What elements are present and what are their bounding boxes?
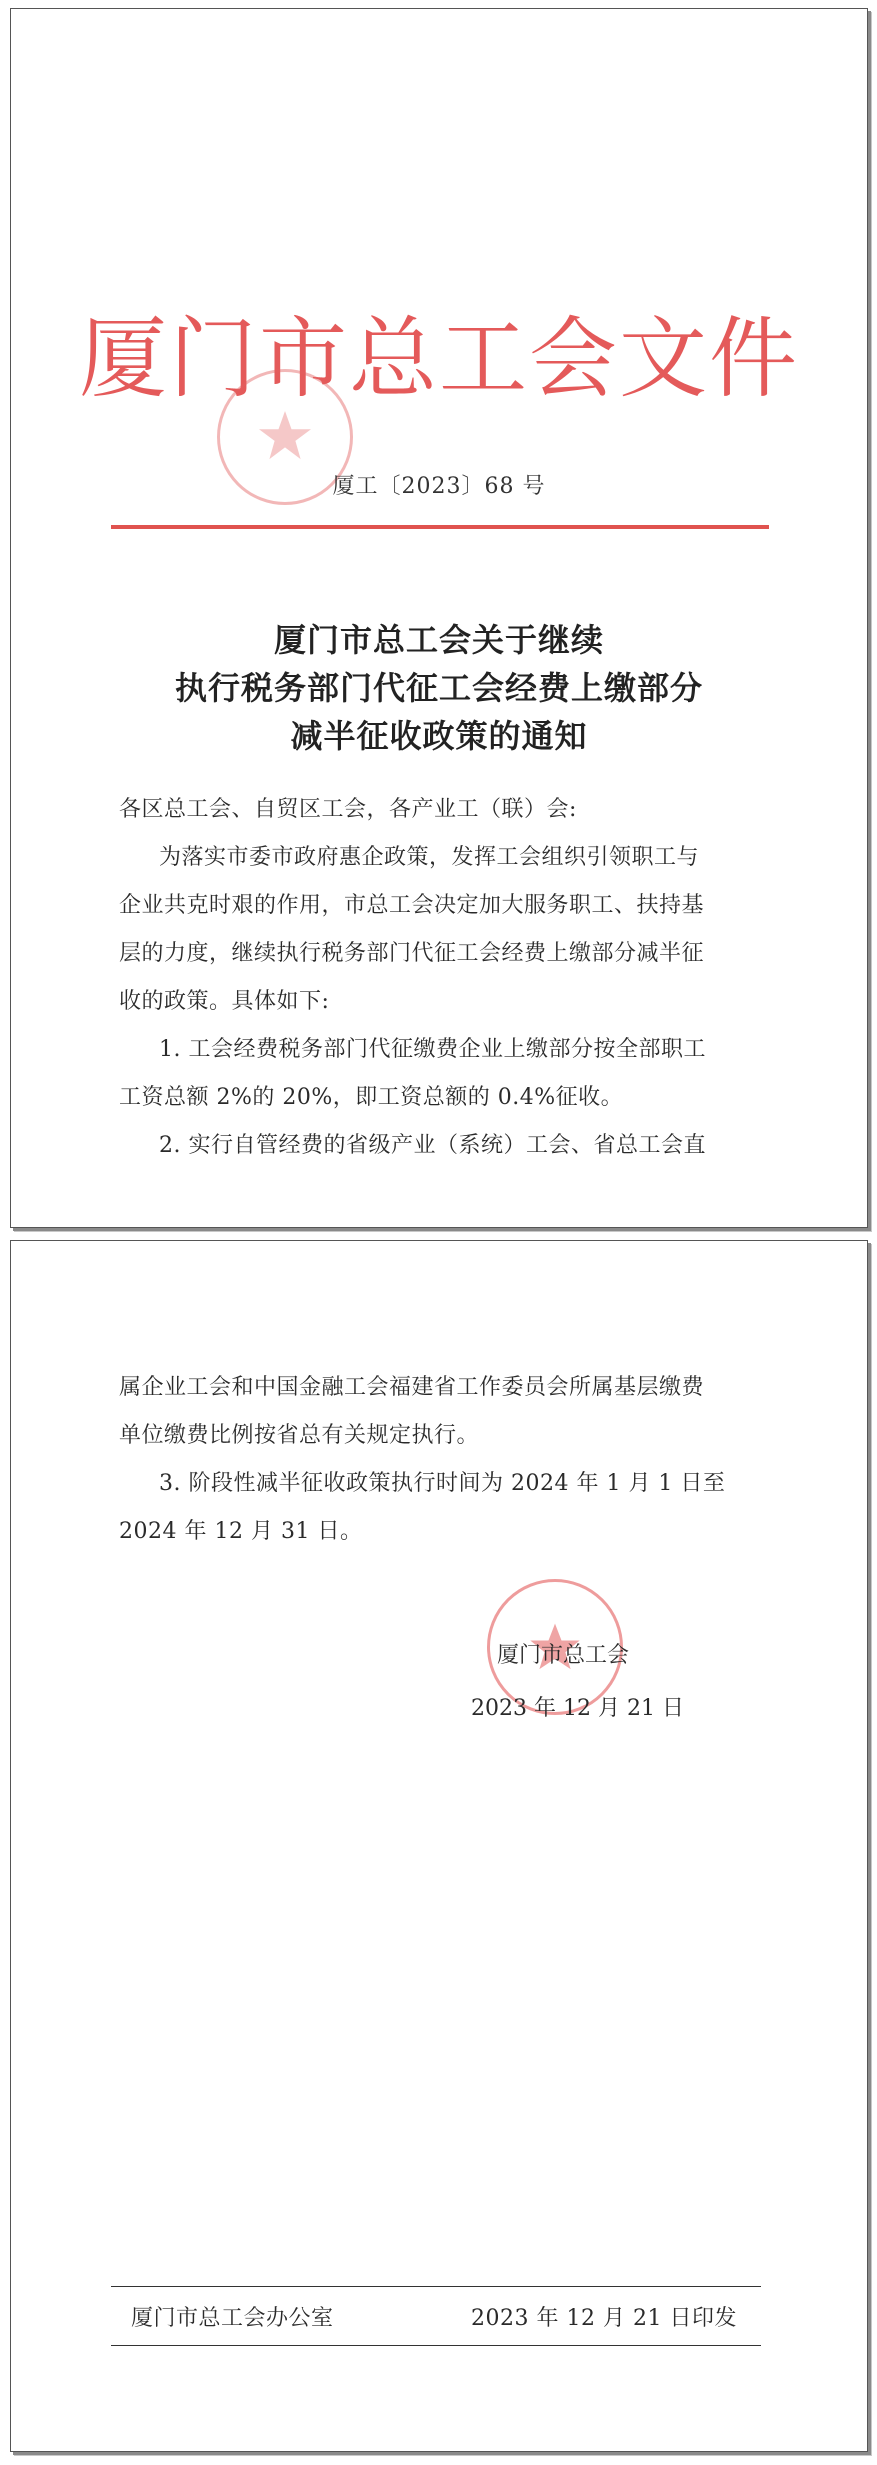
paragraph-line: 层的力度，继续执行税务部门代征工会经费上缴部分减半征 [119,941,705,966]
header-red-rule [111,525,769,529]
footer-issuer: 厦门市总工会办公室 [131,2306,334,2331]
document-title-line-1: 厦门市总工会关于继续 [273,621,604,659]
signature-org: 厦门市总工会 [497,1643,630,1668]
paragraph-line: 收的政策。具体如下: [119,989,330,1014]
list-item-2-line: 属企业工会和中国金融工会福建省工作委员会所属基层缴费 [119,1375,705,1400]
list-item-1-line: 工资总额 2%的 20%，即工资总额的 0.4%征收。 [119,1085,624,1110]
document-page-2 [10,1240,868,2452]
document-title-line-3: 减半征收政策的通知 [290,717,588,755]
paragraph-line: 企业共克时艰的作用，市总工会决定加大服务职工、扶持基 [119,893,705,918]
list-item-2-line: 单位缴费比例按省总有关规定执行。 [119,1423,480,1448]
footer-rule-bottom [111,2345,761,2346]
paragraph-line: 为落实市委市政府惠企政策，发挥工会组织引领职工与 [159,845,700,870]
salutation: 各区总工会、自贸区工会，各产业工（联）会: [119,797,577,822]
document-number: 厦工〔2023〕68 号 [332,474,546,499]
document-page-1 [10,8,868,1228]
footer-print-date: 2023 年 12 月 21 日印发 [471,2306,737,2331]
list-item-1-line: 1. 工会经费税务部门代征缴费企业上缴部分按全部职工 [159,1037,706,1062]
list-item-3-line: 3. 阶段性减半征收政策执行时间为 2024 年 1 月 1 日至 [159,1471,726,1496]
document-title-line-2: 执行税务部门代征工会经费上缴部分 [174,669,703,707]
list-item-3-line: 2024 年 12 月 31 日。 [119,1519,363,1544]
signature-date: 2023 年 12 月 21 日 [471,1696,684,1721]
document-header-title: 厦门市总工会文件 [78,307,799,410]
list-item-2-line: 2. 实行自管经费的省级产业（系统）工会、省总工会直 [159,1133,706,1158]
footer-rule-top [111,2286,761,2287]
